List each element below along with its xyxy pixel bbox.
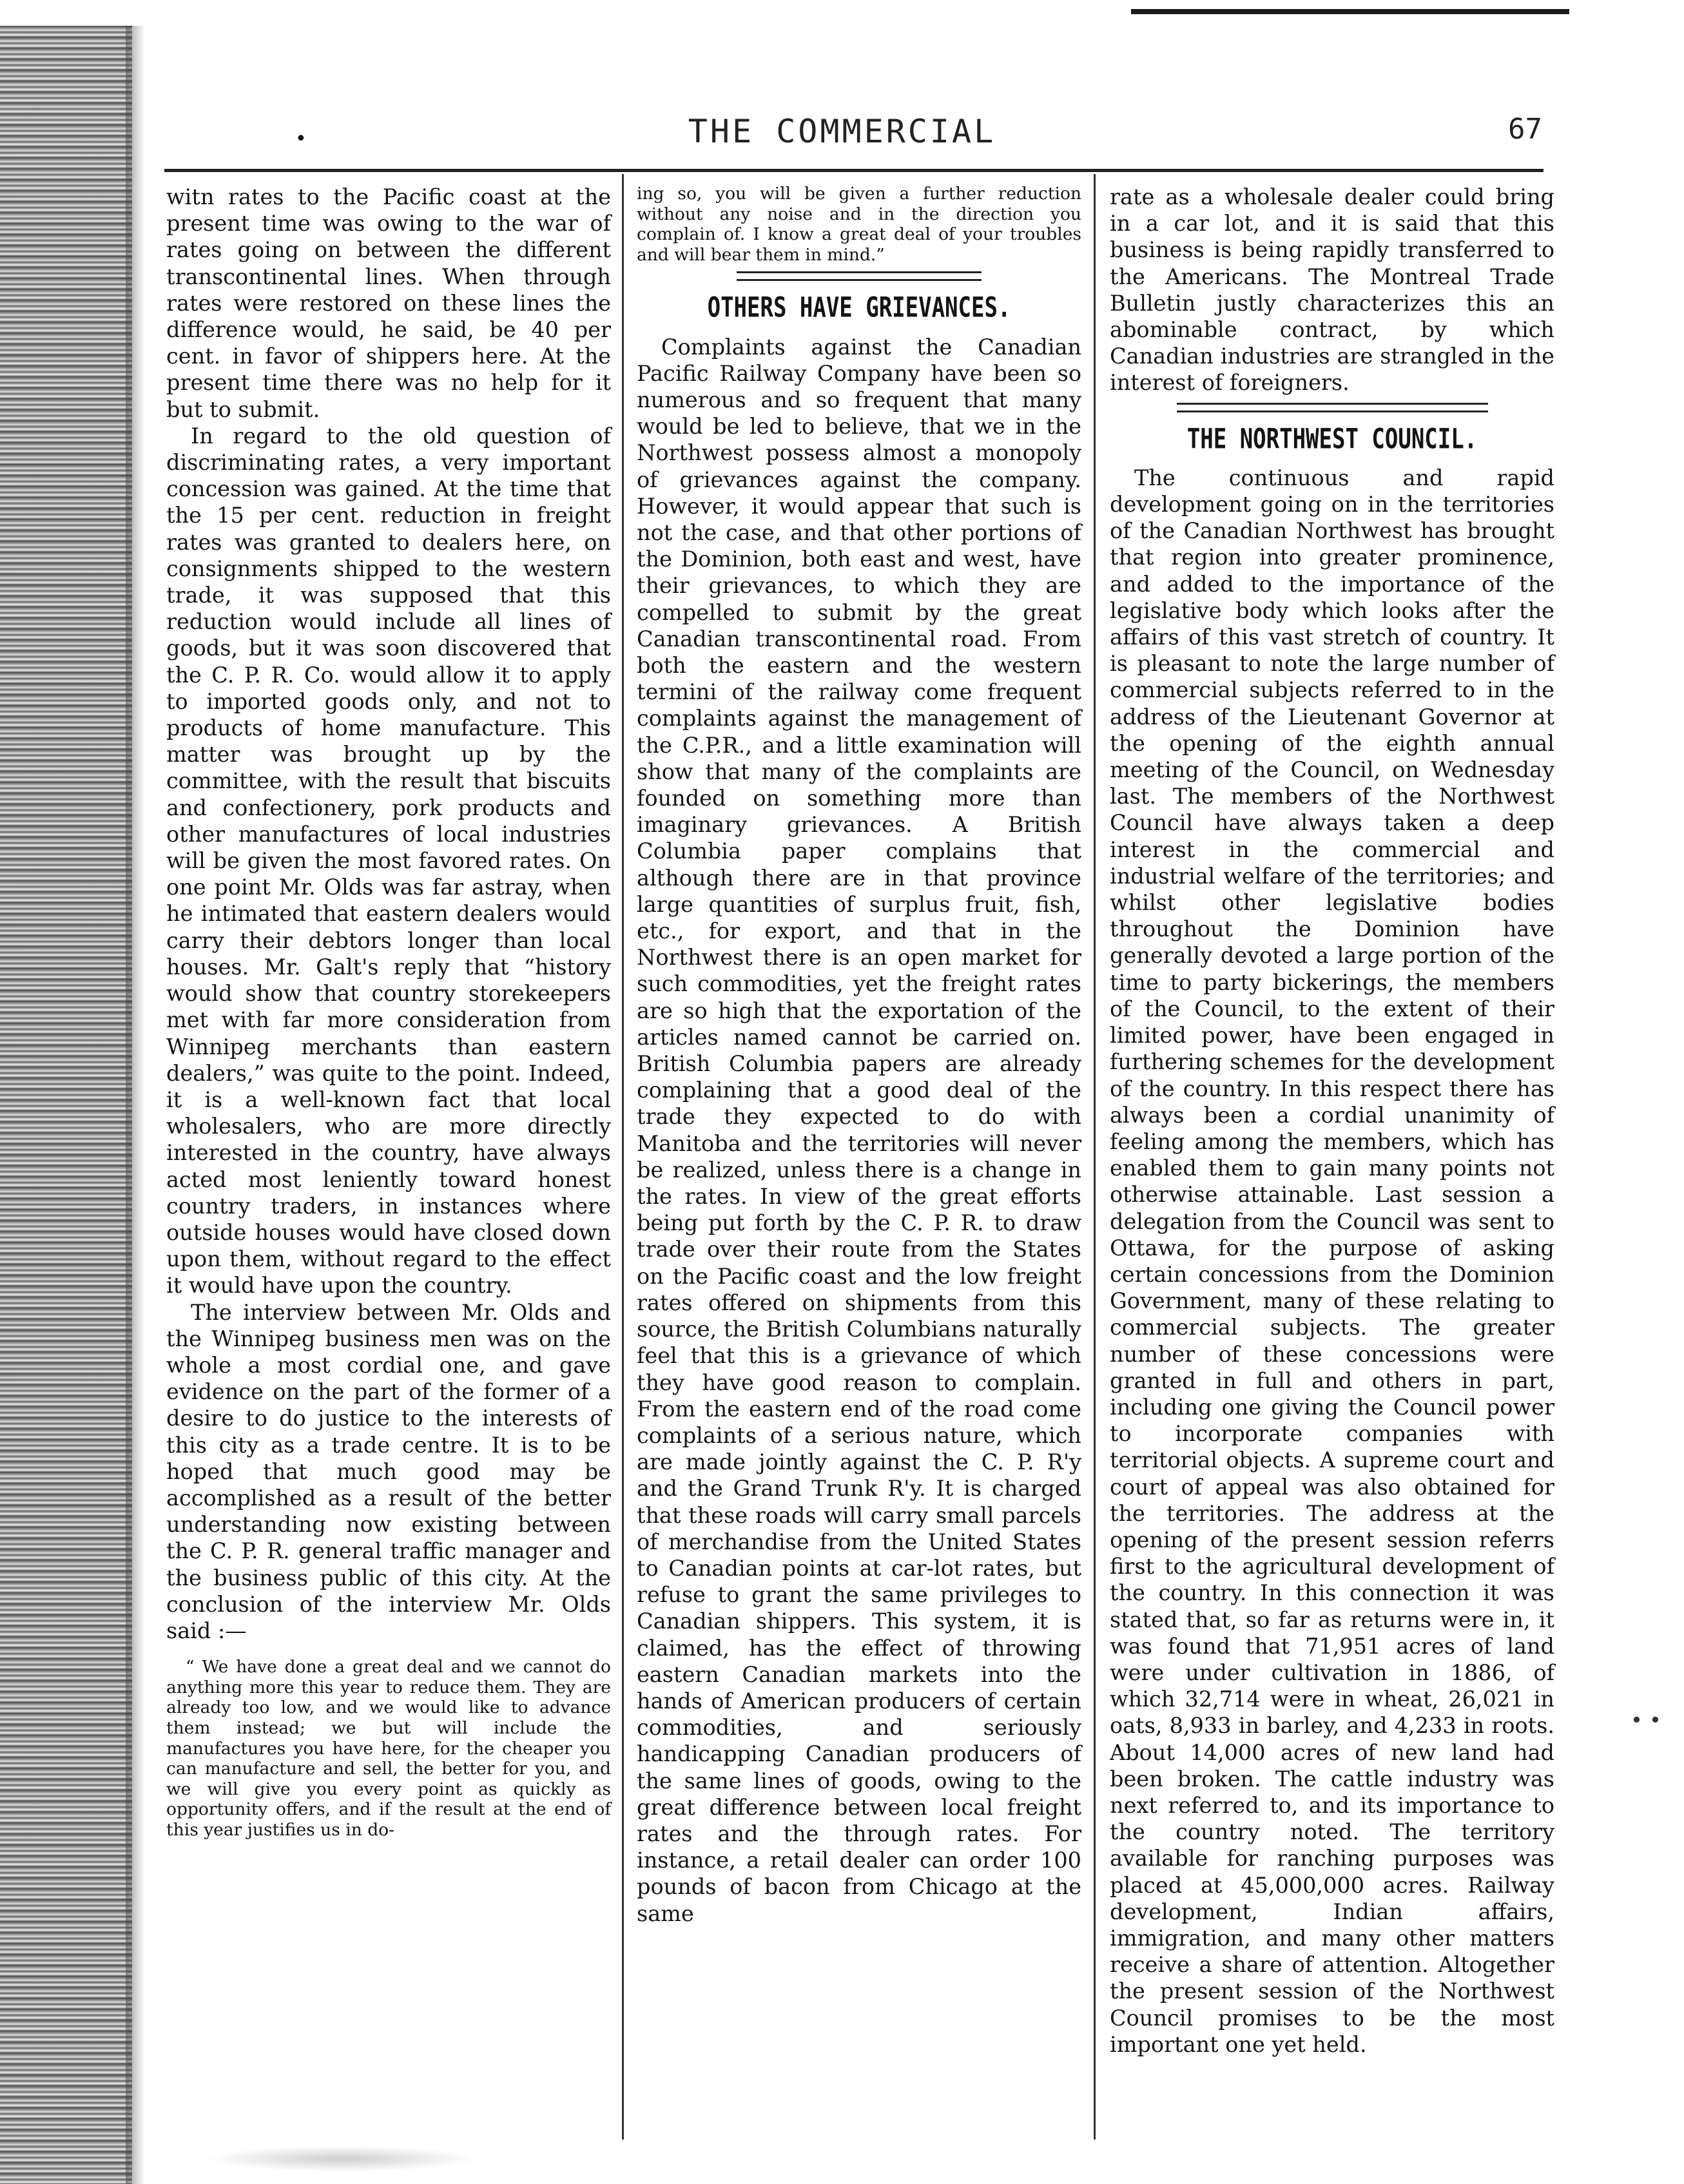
section-rule [737, 271, 982, 281]
paragraph: Complaints against the Canadian Pacific Railway Company have been so numerous and so frequent that many would be led to believe, that we in the Northwest possess almost a monopoly of grievances against the company. However, it would appear that such is not the case, and that other portions of the Dominion, both east and west, have their grievances, to which they are compelled to submit by the great Canadian transcontinental road. From both the eastern and the western termini of the railway come frequent complaints against the management of the C.P.R., and a little examination will show that many of the complaints are founded on something more than imaginary grievances. A British Columbia paper complains that although there are in that province large quantities of surplus fruit, fish, etc., for export, and that in the Northwest there is an open market for such commodities, yet the freight rates are so high that the exportation of the articles named cannot be carried on. British Columbia papers are already complaining that a good deal of the trade they expected to do with Manitoba and the territories will never be realized, unless there is a change in the rates. In view of the great efforts being put forth by the C. P. R. to draw trade over their route from the States on the Pacific coast and the low freight rates offered on shipments from this source, the British Columbians naturally feel that this is a grievance of which they have good reason to complain. From the eastern end of the road come complaints of a serious nature, which are made jointly against the C. P. R'y and the Grand Trunk R'y. It is charged that these roads will carry small parcels of merchandise from the United States to Canadian points at car-lot rates, but refuse to grant the same privileges to Canadian shippers. This system, it is claimed, has the effect of throwing eastern Canadian markets into the hands of American producers of certain commodities, and seriously handicapping Canadian producers of the same lines of goods, owing to the great difference between local freight rates and the through rates. For instance, a retail dealer can order 100 pounds of bacon from Chicago at the same [637, 334, 1081, 1926]
header-bullet: • [295, 128, 307, 150]
print-specks: • • [1631, 1708, 1661, 1732]
section-heading: OTHERS HAVE GRIEVANCES. [707, 292, 1011, 325]
section-heading: THE NORTHWEST COUNCIL. [1186, 423, 1478, 456]
column-1 [166, 184, 611, 2123]
binding-edge-scan [0, 26, 132, 2184]
block-quote-continued: ing so, you will be given a further reduction without any noise and in the direction you complain of. I know a great deal of your troubles and will bear them in mind.” [637, 184, 1081, 265]
binding-shadow [126, 26, 145, 2184]
paragraph: witn rates to the Pacific coast at the present time was owing to the war of rates going on between the different transcontinental lines. When through rates were restored on these lines the difference would, he said, be 40 per cent. in favor of shippers here. At the present time there was no help for it but to submit. [166, 184, 611, 422]
paragraph: rate as a wholesale dealer could bring in a car lot, and it is said that this business is being rapidly transferred to the Americans. The Montreal Trade Bulletin justly characterizes this an abominable contract, by which Canadian industries are strangled in the interest of foreigners. [1110, 184, 1554, 396]
column-3 [1110, 184, 1554, 2123]
column-divider [1094, 174, 1096, 2140]
column-divider [622, 174, 624, 2140]
section-rule [1177, 403, 1488, 412]
paragraph: The continuous and rapid development going on in the territories of the Canadian Northwest has brought that region into greater prominence, and added to the importance of the legislative body which looks after the affairs of this vast stretch of country. It is pleasant to note the large number of commercial subjects referred to in the address of the Lieutenant Governor at the opening of the eighth annual meeting of the Council, on Wednesday last. The members of the Northwest Council have always taken a deep interest in the commercial and industrial welfare of the territories; and whilst other legislative bodies throughout the Dominion have generally devoted a large portion of the time to party bickerings, the members of the Council, to the extent of their limited power, have been engaged in furthering schemes for the development of the country. In this respect there has always been a cordial unanimity of feeling among the members, which has enabled them to gain many points not otherwise attainable. Last session a delegation from the Council was sent to Ottawa, for the purpose of asking certain concessions from the Dominion Government, many of these relating to commercial subjects. The greater number of these concessions were granted in full and others in part, including one giving the Council power to incorporate companies with territorial objects. A supreme court and court of appeal was also obtained for the territories. The address at the opening of the present session referrs first to the agricultural development of the country. In this connection it was stated that, so far as returns were in, it was found that 71,951 acres of land were under cultivation in 1886, of which 32,714 were in wheat, 26,021 in oats, 8,933 in barley, and 4,233 in roots. About 14,000 acres of new land had been broken. The cattle industry was next referred to, and its importance to the country noted. The territory available for ranching purposes was placed at 45,000,000 acres. Railway development, Indian affairs, immigration, and many other matters receive a share of attention. Altogether the present session of the Northwest Council promises to be the most important one yet held. [1110, 465, 1554, 2057]
top-edge-rule [1131, 9, 1569, 14]
block-quote: “ We have done a great deal and we cannot do anything more this year to reduce them. They are already too low, and we would like to advance them instead; we but will include the manufactures you have here, for the cheaper you can manufacture and sell, the better for you, and we will give you every point as quickly as opportunity offers, and if the result at the end of this year justifies us in do- [166, 1657, 611, 1840]
column-2 [637, 184, 1081, 2123]
paragraph: In regard to the old question of discriminating rates, a very important concession was gained. At the time that the 15 per cent. reduction in freight rates was granted to dealers here, on consignments shipped to the western trade, it was supposed that this reduction would include all lines of goods, but it was soon discovered that the C. P. R. Co. would allow it to apply to imported goods only, and not to products of home manufacture. This matter was brought up by the committee, with the result that biscuits and confectionery, pork products and other manufactures of local industries will be given the most favored rates. On one point Mr. Olds was far astray, when he intimated that eastern dealers would carry their debtors longer than local houses. Mr. Galt's reply that “history would show that country storekeepers met with far more consideration from Winnipeg merchants than eastern dealers,” was quite to the point. Indeed, it is a well-known fact that local wholesalers, who are more directly interested in the country, have always acted most leniently toward honest country traders, in instances where outside houses would have closed down upon them, without regard to the effect it would have upon the country. [166, 423, 611, 1299]
paragraph: The interview between Mr. Olds and the Winnipeg business men was on the whole a most cordial one, and gave evidence on the part of the former of a desire to do justice to the interests of this city as a trade centre. It is to be hoped that much good may be accomplished as a result of the better understanding now existing between the C. P. R. general traffic manager and the business public of this city. At the conclusion of the interview Mr. Olds said :— [166, 1299, 611, 1643]
page-title: THE COMMERCIAL [688, 113, 996, 150]
page-number: 67 [1508, 113, 1542, 146]
print-smudge [206, 2146, 477, 2172]
header-rule [164, 169, 1544, 172]
